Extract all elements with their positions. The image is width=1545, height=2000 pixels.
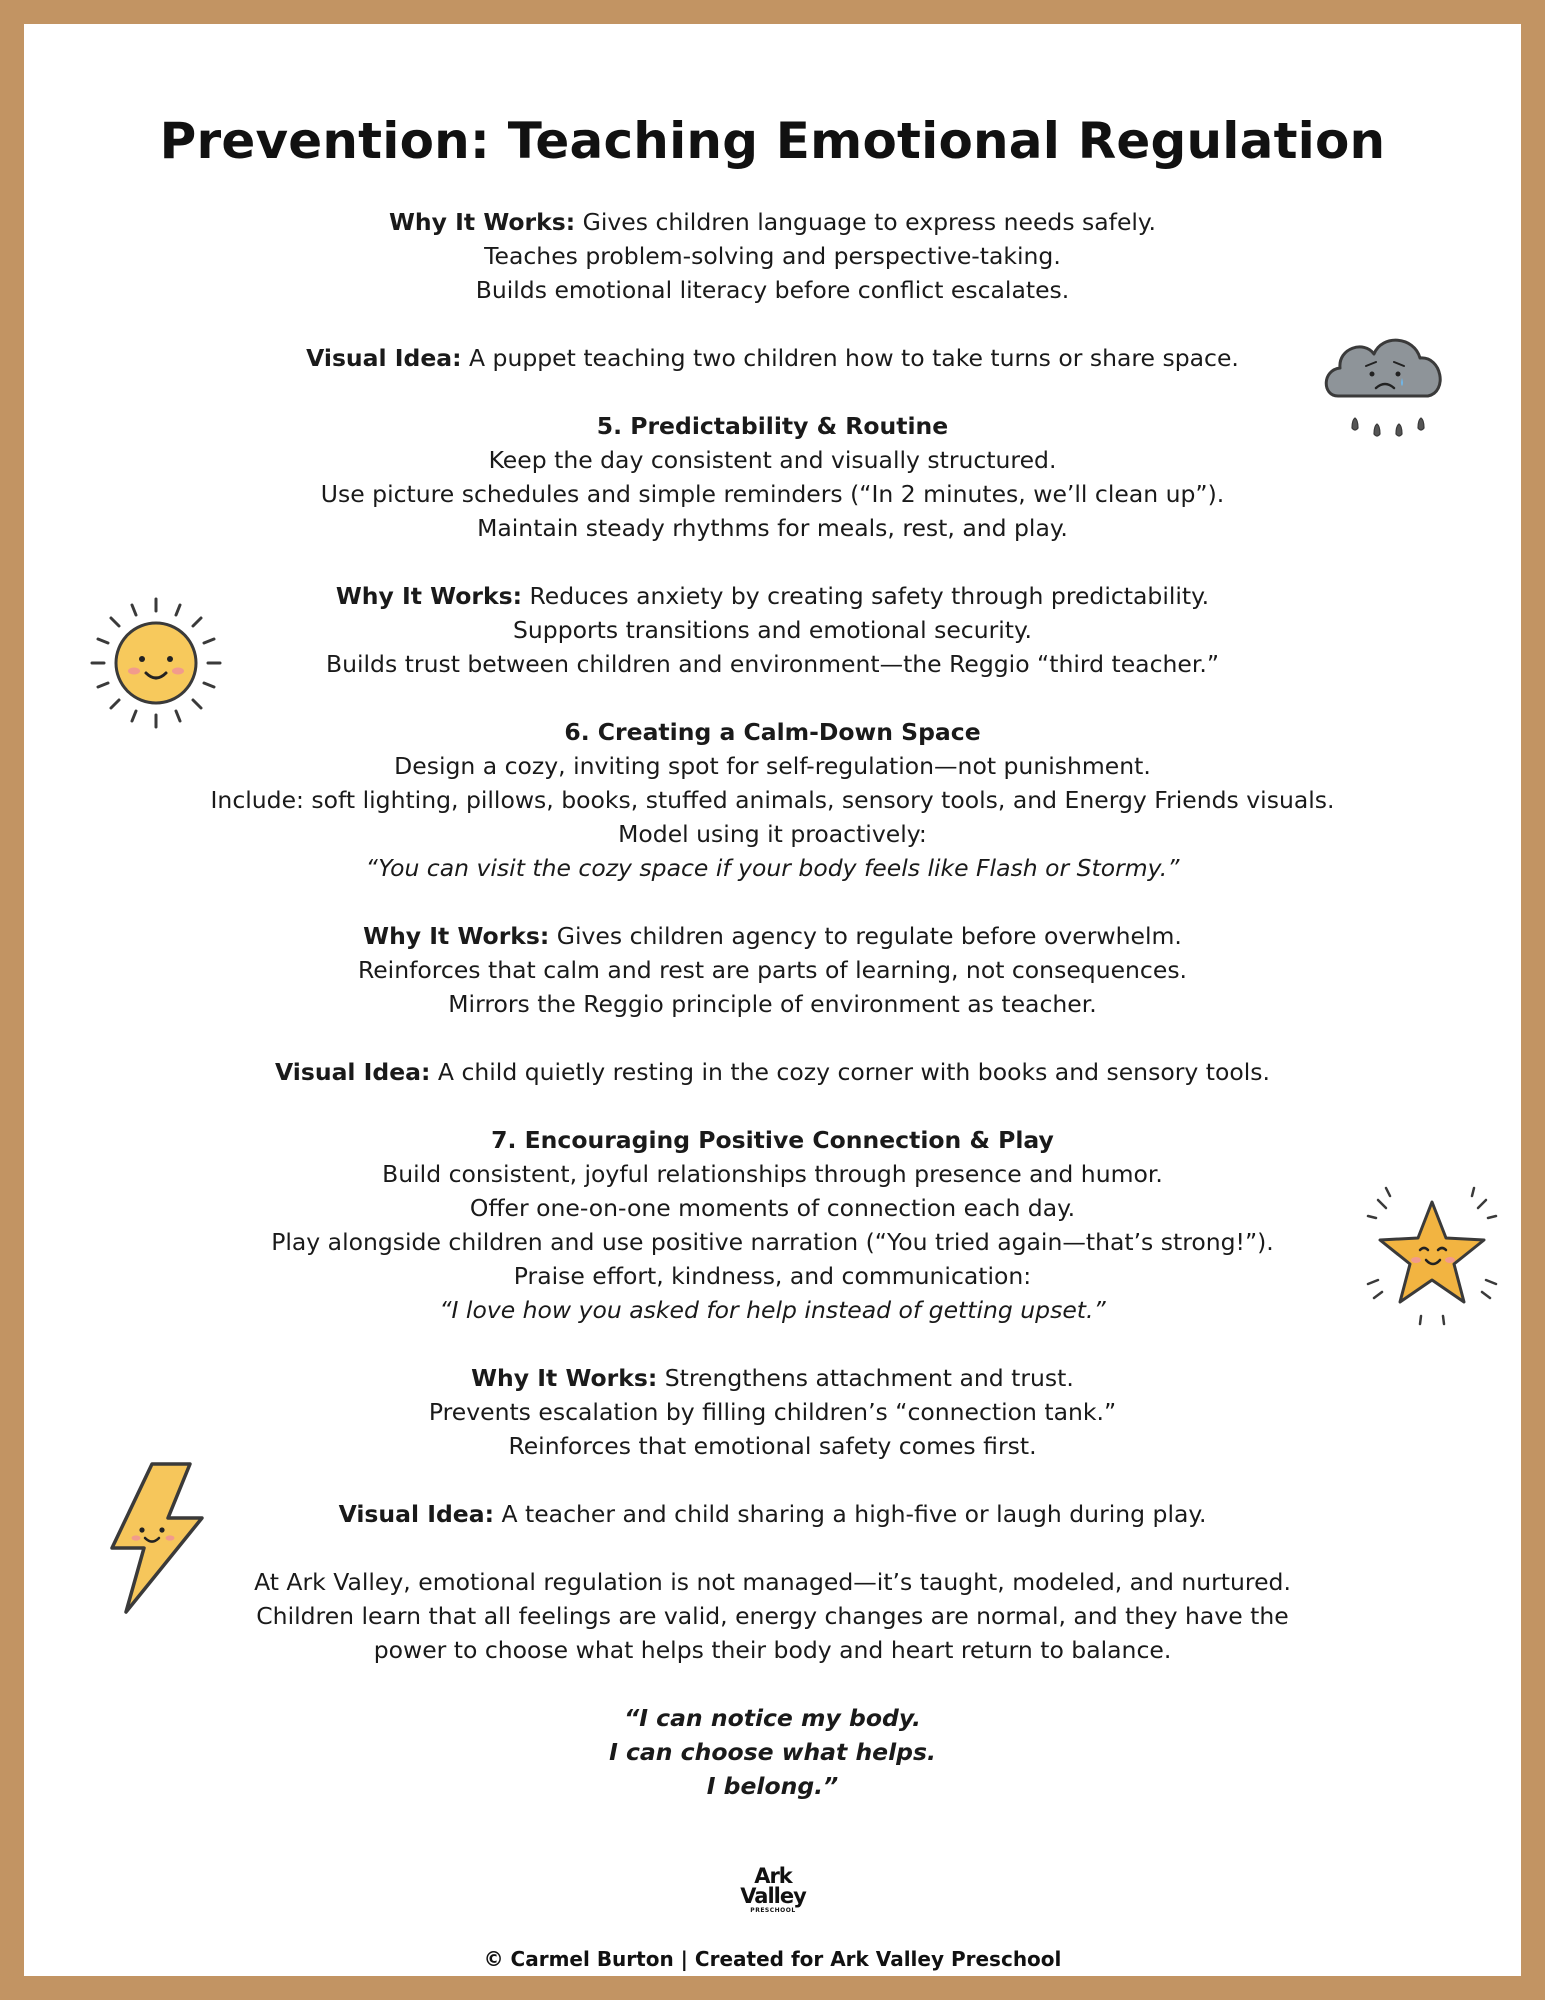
ark-valley-logo xyxy=(734,1864,812,1914)
closing-paragraph xyxy=(184,1565,1361,1667)
logo-line-1: Ark xyxy=(754,1864,792,1888)
section-5 xyxy=(184,409,1361,545)
lightning-bolt-icon xyxy=(90,1456,216,1620)
section-heading: 7. Encouraging Positive Connection & Play xyxy=(491,1126,1054,1154)
body-line: Design a cozy, inviting spot for self-regulation—not punishment. xyxy=(394,752,1151,780)
why-label: Why It Works: xyxy=(471,1364,658,1392)
why-label: Why It Works: xyxy=(389,208,576,236)
why-text: Gives children language to express needs safely. xyxy=(575,208,1156,236)
visual-text: A child quietly resting in the cozy corner with books and sensory tools. xyxy=(430,1058,1270,1086)
visual-label: Visual Idea: xyxy=(306,344,462,372)
why-label: Why It Works: xyxy=(363,922,550,950)
body-line: Supports transitions and emotional security. xyxy=(512,616,1033,644)
body-line: Reinforces that emotional safety comes first. xyxy=(508,1432,1037,1460)
why-line xyxy=(184,1361,1361,1395)
body-line: Offer one-on-one moments of connection each day. xyxy=(469,1194,1076,1222)
logo-line-3: PRESCHOOL xyxy=(750,1906,796,1914)
section-5-why-it-works xyxy=(184,579,1361,681)
affirmation-line: I belong.” xyxy=(706,1772,839,1800)
why-text: Reduces anxiety by creating safety through predictability. xyxy=(522,582,1210,610)
body-line: At Ark Valley, emotional regulation is not managed—it’s taught, modeled, and nurtured. xyxy=(254,1568,1291,1596)
visual-label: Visual Idea: xyxy=(275,1058,431,1086)
quote-line: “I love how you asked for help instead of getting upset.” xyxy=(439,1296,1106,1324)
body-line: Builds trust between children and environment—the Reggio “third teacher.” xyxy=(325,650,1219,678)
why-line xyxy=(184,919,1361,953)
intro-visual-idea xyxy=(184,341,1361,375)
section-heading: 5. Predictability & Routine xyxy=(596,412,949,440)
why-text: Strengthens attachment and trust. xyxy=(657,1364,1074,1392)
logo-line-2: Valley xyxy=(740,1883,806,1908)
quote-line: “You can visit the cozy space if your body feels like Flash or Stormy.” xyxy=(365,854,1180,882)
section-7 xyxy=(184,1123,1361,1327)
body-line: Model using it proactively: xyxy=(618,820,927,848)
body-line: Prevents escalation by filling children’s “connection tank.” xyxy=(428,1398,1117,1426)
visual-text: A puppet teaching two children how to take turns or share space. xyxy=(461,344,1239,372)
page-title: Prevention: Teaching Emotional Regulation xyxy=(159,112,1386,170)
affirmation-line: I can choose what helps. xyxy=(609,1738,936,1766)
body-line: Play alongside children and use positive narration (“You tried again—that’s strong!”). xyxy=(271,1228,1274,1256)
sun-icon xyxy=(88,595,224,731)
affirmation-line: “I can notice my body. xyxy=(624,1704,921,1732)
why-line xyxy=(184,205,1361,239)
section-7-visual-idea xyxy=(184,1497,1361,1531)
visual-line xyxy=(184,1497,1361,1531)
body-line: Mirrors the Reggio principle of environment as teacher. xyxy=(448,990,1097,1018)
intro-why-it-works xyxy=(184,205,1361,307)
content-body xyxy=(184,205,1361,1837)
section-6-why-it-works xyxy=(184,919,1361,1021)
body-line: Maintain steady rhythms for meals, rest, and play. xyxy=(477,514,1068,542)
page xyxy=(24,24,1521,1976)
body-line: Teaches problem-solving and perspective-taking. xyxy=(484,242,1061,270)
visual-line xyxy=(184,1055,1361,1089)
visual-text: A teacher and child sharing a high-five or laugh during play. xyxy=(493,1500,1207,1528)
section-heading: 6. Creating a Calm-Down Space xyxy=(564,718,981,746)
section-6-visual-idea xyxy=(184,1055,1361,1089)
why-text: Gives children agency to regulate before overwhelm. xyxy=(549,922,1182,950)
body-line: Builds emotional literacy before conflict escalates. xyxy=(475,276,1070,304)
star-icon xyxy=(1358,1180,1506,1332)
why-label: Why It Works: xyxy=(335,582,522,610)
body-line: Use picture schedules and simple reminders (“In 2 minutes, we’ll clean up”). xyxy=(320,480,1225,508)
body-line: Build consistent, joyful relationships through presence and humor. xyxy=(382,1160,1163,1188)
body-line: Reinforces that calm and rest are parts of learning, not consequences. xyxy=(357,956,1188,984)
visual-label: Visual Idea: xyxy=(338,1500,494,1528)
section-7-why-it-works xyxy=(184,1361,1361,1463)
body-line: Children learn that all feelings are valid, energy changes are normal, and they have the power to choose what helps their body and heart return to balance. xyxy=(256,1602,1289,1664)
visual-line xyxy=(184,341,1361,375)
body-line: Praise effort, kindness, and communication: xyxy=(513,1262,1032,1290)
footer-credit: © Carmel Burton | Created for Ark Valley Preschool xyxy=(483,1947,1062,1971)
body-line: Keep the day consistent and visually structured. xyxy=(488,446,1057,474)
closing-affirmations xyxy=(184,1701,1361,1803)
body-line: Include: soft lighting, pillows, books, stuffed animals, sensory tools, and Energy Friends visuals. xyxy=(210,786,1335,814)
section-6 xyxy=(184,715,1361,885)
rain-cloud-icon xyxy=(1316,318,1454,456)
why-line xyxy=(184,579,1361,613)
